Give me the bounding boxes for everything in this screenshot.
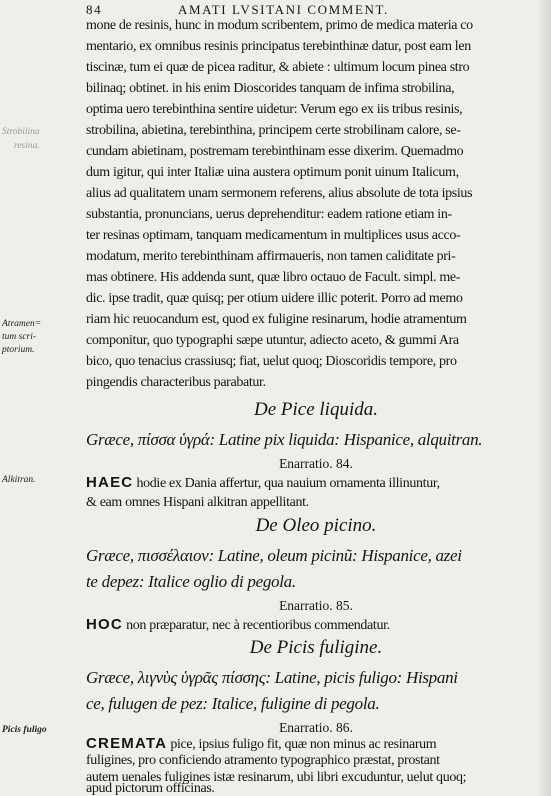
synonym-line: te depez: Italice oglio di pegola.: [86, 572, 296, 591]
body-line: substantia, pronuncians, uerus deprehenditur: eadem ratione etiam in-: [86, 207, 452, 222]
body-line: riam hic reuocandum est, quod ex fuligine resinarum, hodie atramentum: [86, 312, 467, 327]
body-text: pice, ipsius fuligo fit, quæ non minus ac resinarum: [167, 737, 437, 752]
synonym-line: Græce, πίσσα ὑγρά: Latine pix liquida: Hispanice, alquitran.: [86, 430, 483, 449]
margin-note-atramentum-1: Atramen=: [2, 319, 42, 329]
body-line: autem uenales fuligines istæ resinarum, ubi libri excuduntur, uelut quoq;: [86, 770, 467, 785]
section-heading: De Pice liquida.: [254, 399, 378, 420]
body-line: [86, 474, 551, 492]
body-line: bilinaq; obtinet. in his enim Dioscorides tanquam de infima strobilina,: [86, 81, 455, 96]
body-line: bico, quo tenacius crassiusq; fiat, uelut quoq; Dioscoridis tempore, pro: [86, 354, 457, 369]
body-line: mentario, ex omnibus resinis principatus terebinthinæ datur, post eam len: [86, 39, 471, 54]
page-edge-shadow: [537, 0, 551, 796]
enarratio-label: Enarratio. 86.: [279, 720, 353, 735]
body-line: alius ad qualitatem unam sermonem referens, alius absolute de tota ipsius: [86, 186, 473, 201]
body-line: [86, 616, 551, 634]
lead-word: CREMATA: [86, 735, 168, 752]
enarratio-label: Enarratio. 84.: [279, 456, 353, 471]
body-line: mas obtinere. His addenda sunt, quæ libro octauo de Facult. simpl. me-: [86, 270, 461, 285]
body-line: pingendis characteribus parabatur.: [86, 375, 266, 390]
margin-note-strobilina: Strobilina: [2, 127, 40, 137]
section-heading: De Picis fuligine.: [249, 637, 383, 658]
body-line: cundam abietinam, postremam terebinthinam esse dixerim. Quemadmo: [86, 144, 464, 159]
synonym-line: ce, fulugen de pez: Italice, fuligine di pegola.: [86, 694, 380, 713]
body-text: hodie ex Dania affertur, qua nauium ornamenta illinuntur,: [133, 476, 440, 491]
body-line: & eam omnes Hispani alkitran appellitant.: [86, 495, 309, 510]
body-line: [86, 735, 551, 753]
margin-note-atramentum-3: ptorium.: [2, 345, 35, 355]
lead-word: HAEC: [86, 474, 134, 491]
synonym-line: Græce, λιγνὺς ὑγρᾶς πίσσης: Latine, picis fuligo: Hispani: [86, 668, 458, 687]
page-number: 84: [86, 2, 103, 17]
margin-note-atramentum-2: tum scri-: [2, 332, 37, 342]
margin-note-picis-fuligo: Picis fuligo: [2, 725, 47, 735]
body-line: ter resinas optimam, tanquam medicamentum in multiplices usus acco-: [86, 228, 461, 243]
body-line: strobilina, abietina, terebinthina, principem certe strobilinam calore, se-: [86, 123, 461, 138]
section-heading: De Oleo picino.: [255, 515, 377, 536]
margin-note-alkitran: Alkitran.: [2, 475, 36, 485]
running-title: AMATI LVSITANI COMMENT.: [178, 2, 389, 17]
synonym-line: Græce, πισσέλαιον: Latine, oleum picinũ: Hispanice, azei: [86, 546, 462, 565]
lead-word: HOC: [86, 616, 123, 633]
body-text: non præparatur, nec à recentioribus commendatur.: [122, 618, 390, 633]
body-line: componitur, quo typographi sæpe utuntur, adiecto aceto, & gummi Ara: [86, 333, 459, 348]
body-line: fuligines, pro conficiendo atramento typographico præstat, prostant: [86, 753, 440, 768]
enarratio-label: Enarratio. 85.: [279, 598, 353, 613]
body-line: mone de resinis, hunc in modum scribentem, primo de medica materia co: [86, 18, 473, 33]
body-line: apud pictorum officinas.: [86, 781, 215, 796]
body-line: optima uero terebinthina sentire uidetur: Verum ego ex iis tribus resinis,: [86, 102, 463, 117]
body-line: modatum, merito terebinthinam affirmaueris, non tamen caliditate pri-: [86, 249, 456, 264]
margin-note-resina: resina.: [14, 141, 40, 151]
body-line: dum igitur, qui inter Italiæ uina austera optimum ponit uinum Italicum,: [86, 165, 459, 180]
body-line: dic. ipse tradit, quæ quisq; per otium uidere illic poterit. Porro ad memo: [86, 291, 463, 306]
body-line: tiscinæ, tum ei quæ de picea raditur, & abiete : ultimum locum pinea stro: [86, 60, 470, 75]
